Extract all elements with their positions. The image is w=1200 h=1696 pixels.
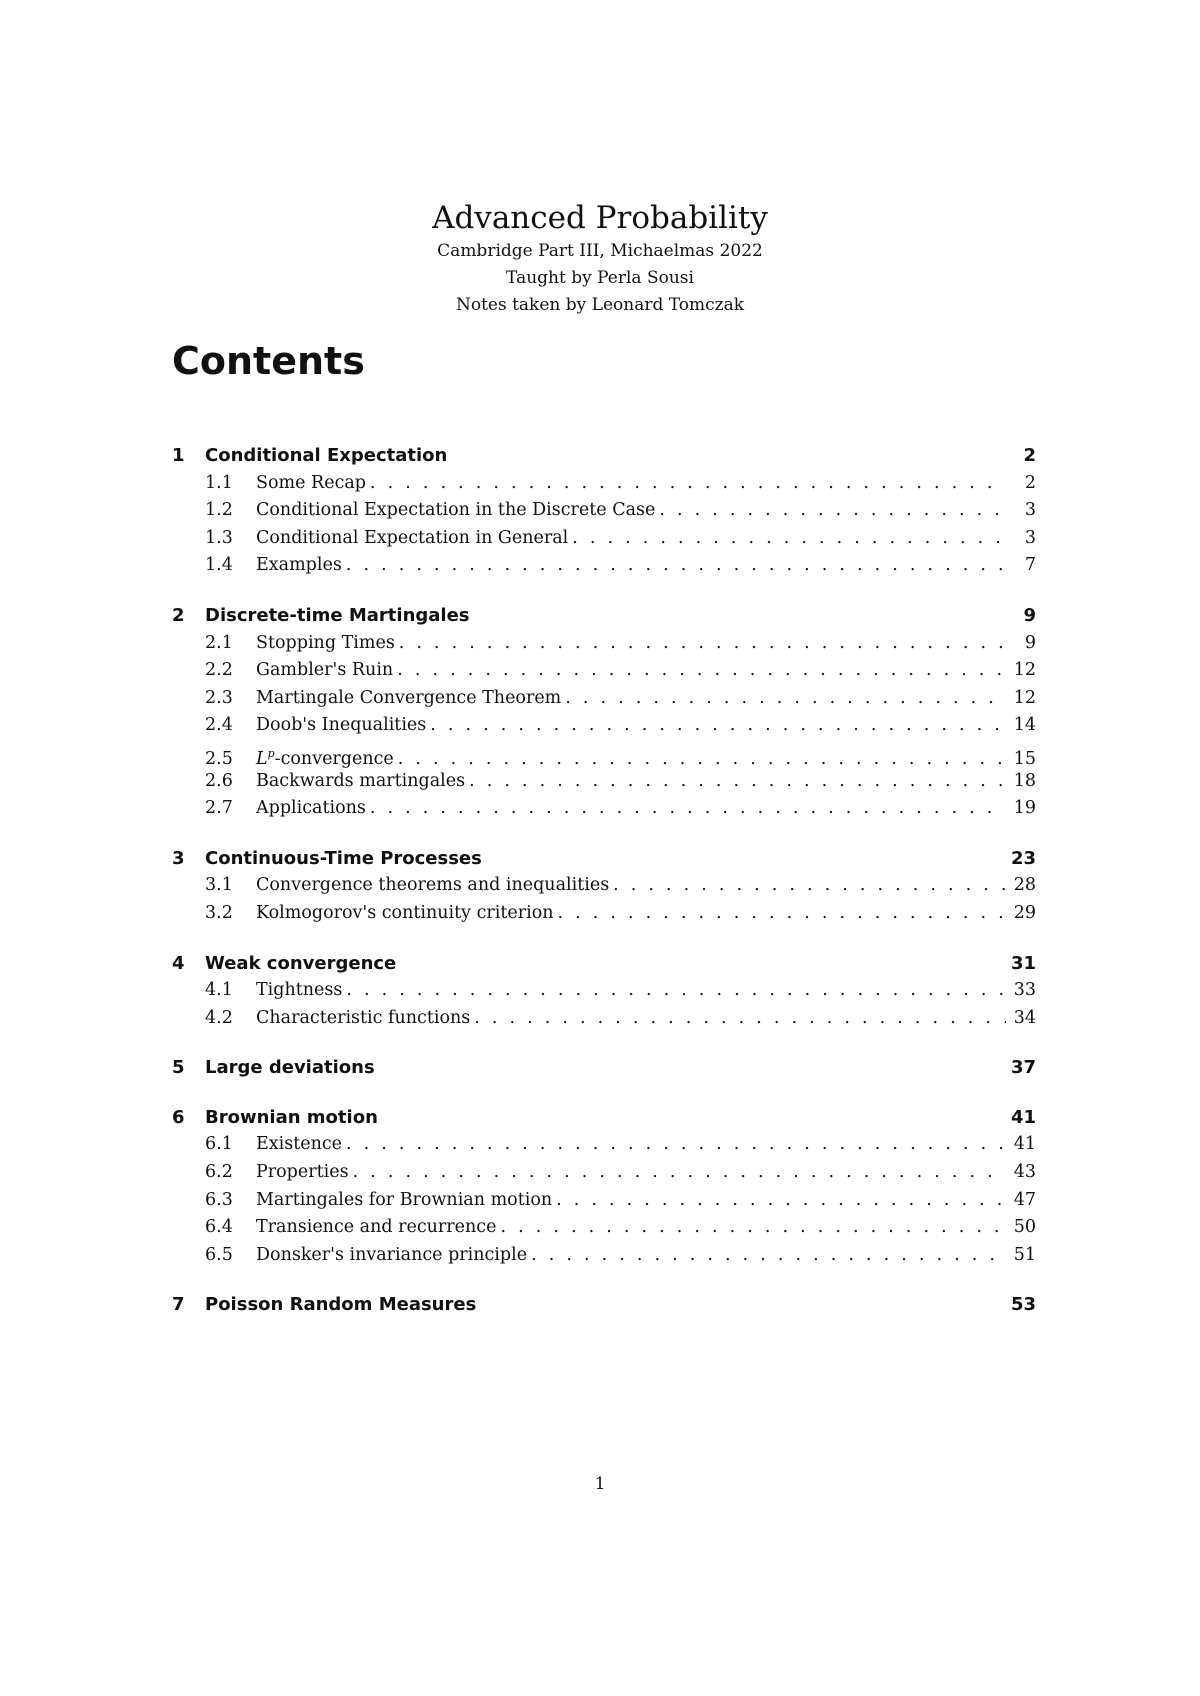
leader-dots — [500, 1214, 1006, 1242]
leader-dots — [430, 712, 1006, 740]
section-title: Tightness — [256, 980, 343, 1001]
chapter-number: 2 — [172, 604, 185, 626]
section-number: 6.1 — [205, 1134, 233, 1155]
leader-dots — [531, 1242, 1006, 1270]
leader-dots — [353, 1159, 1006, 1187]
section-title-text: -convergence — [274, 748, 394, 769]
section-page: 34 — [1013, 1007, 1036, 1028]
chapter-number: 5 — [172, 1057, 185, 1079]
toc-chapter-entry[interactable] — [172, 845, 1036, 873]
toc-chapter-entry[interactable] — [172, 602, 1036, 630]
section-title: Donsker's invariance principle — [256, 1244, 528, 1265]
chapter-page: 53 — [1010, 1294, 1036, 1316]
section-title: Stopping Times — [256, 632, 395, 653]
chapter-title: Brownian motion — [205, 1106, 378, 1128]
toc-section-entry[interactable] — [172, 1214, 1036, 1242]
toc-section-entry[interactable] — [172, 1159, 1036, 1187]
section-page: 12 — [1013, 687, 1036, 708]
section-title: Characteristic functions — [256, 1007, 471, 1028]
section-number: 1.1 — [205, 472, 233, 493]
toc-section-entry[interactable] — [172, 470, 1036, 498]
section-title: Some Recap — [256, 472, 367, 493]
course-line: Cambridge Part III, Michaelmas 2022 — [437, 241, 763, 261]
table-of-contents — [172, 442, 1036, 1341]
section-page: 41 — [1013, 1134, 1036, 1155]
toc-section-entry[interactable] — [172, 685, 1036, 713]
leader-dots — [346, 552, 1006, 580]
section-number: 4.2 — [205, 1007, 233, 1028]
toc-section-entry[interactable] — [172, 712, 1036, 740]
section-number: 3.1 — [205, 875, 233, 896]
leader-dots — [370, 795, 1006, 823]
leader-dots — [399, 630, 1006, 658]
section-page: 47 — [1013, 1189, 1036, 1210]
section-page: 43 — [1013, 1162, 1036, 1183]
section-page: 29 — [1013, 902, 1036, 923]
section-page: 3 — [1024, 527, 1036, 548]
section-number: 1.4 — [205, 555, 233, 576]
toc-section-entry[interactable] — [172, 1131, 1036, 1159]
leader-dots — [346, 977, 1006, 1005]
chapter-page: 23 — [1010, 847, 1036, 869]
section-number: 2.1 — [205, 632, 233, 653]
section-page: 9 — [1024, 632, 1036, 653]
section-page: 19 — [1013, 798, 1036, 819]
section-number: 2.7 — [205, 798, 233, 819]
leader-dots — [469, 768, 1006, 796]
toc-section-entry[interactable] — [172, 872, 1036, 900]
section-page: 50 — [1013, 1217, 1036, 1238]
section-page: 14 — [1013, 715, 1036, 736]
chapter-page: 31 — [1010, 952, 1036, 974]
chapter-number: 7 — [172, 1294, 185, 1316]
section-number: 1.3 — [205, 527, 233, 548]
toc-section-entry[interactable] — [172, 657, 1036, 685]
section-page: 28 — [1013, 875, 1036, 896]
section-title: Transience and recurrence — [256, 1217, 497, 1238]
section-number: 6.5 — [205, 1244, 233, 1265]
section-title: Existence — [256, 1134, 343, 1155]
section-title: Martingales for Brownian motion — [256, 1189, 553, 1210]
section-number: 2.2 — [205, 660, 233, 681]
leader-dots — [572, 525, 1006, 553]
section-number: 4.1 — [205, 980, 233, 1001]
toc-chapter-entry[interactable] — [172, 950, 1036, 978]
section-number: 6.4 — [205, 1217, 233, 1238]
section-title: Applications — [256, 798, 366, 819]
chapter-number: 4 — [172, 952, 185, 974]
section-title: Kolmogorov's continuity criterion — [256, 902, 554, 923]
math-symbol: L — [256, 748, 268, 769]
toc-chapter — [172, 602, 1036, 823]
toc-chapter — [172, 1104, 1036, 1270]
section-title: Martingale Convergence Theorem — [256, 687, 562, 708]
document-title: Advanced Probability — [432, 200, 768, 236]
chapter-number: 6 — [172, 1106, 185, 1128]
toc-section-entry[interactable] — [172, 1242, 1036, 1270]
toc-chapter — [172, 1054, 1036, 1082]
page-number: 1 — [594, 1474, 606, 1494]
section-number: 2.3 — [205, 687, 233, 708]
chapter-number: 1 — [172, 445, 185, 466]
section-title: Conditional Expectation in General — [256, 527, 569, 548]
leader-dots — [370, 470, 1006, 498]
leader-dots — [346, 1131, 1006, 1159]
chapter-title: Large deviations — [205, 1057, 375, 1079]
toc-chapter — [172, 950, 1036, 1033]
chapter-page: 37 — [1010, 1057, 1036, 1079]
section-page: 15 — [1013, 748, 1036, 769]
leader-dots — [474, 1005, 1006, 1033]
toc-chapter — [172, 1291, 1036, 1319]
section-page: 51 — [1013, 1244, 1036, 1265]
section-page: 33 — [1013, 980, 1036, 1001]
section-title: Examples — [256, 555, 342, 576]
chapter-title: Poisson Random Measures — [205, 1294, 477, 1316]
section-number: 3.2 — [205, 902, 233, 923]
toc-chapter-entry[interactable] — [172, 442, 1036, 470]
math-superscript: p — [267, 746, 275, 760]
section-title: Convergence theorems and inequalities — [256, 875, 610, 896]
toc-section-entry[interactable] — [172, 1187, 1036, 1215]
toc-section-entry[interactable] — [172, 740, 1036, 768]
contents-heading: Contents — [172, 339, 365, 383]
section-page: 12 — [1013, 660, 1036, 681]
section-title: Doob's Inequalities — [256, 715, 427, 736]
section-number: 1.2 — [205, 500, 233, 521]
section-title: Properties — [256, 1162, 349, 1183]
leader-dots — [558, 900, 1006, 928]
section-number: 6.2 — [205, 1162, 233, 1183]
leader-dots — [659, 497, 1006, 525]
toc-chapter — [172, 442, 1036, 580]
lecturer-line: Taught by Perla Sousi — [506, 268, 694, 288]
chapter-title: Continuous-Time Processes — [205, 847, 482, 869]
toc-section-entry[interactable] — [172, 525, 1036, 553]
chapter-title: Conditional Expectation — [205, 445, 448, 466]
chapter-number: 3 — [172, 847, 185, 869]
toc-chapter-entry[interactable] — [172, 1104, 1036, 1132]
toc-section-entry[interactable] — [172, 1005, 1036, 1033]
section-number: 6.3 — [205, 1189, 233, 1210]
chapter-page: 9 — [1023, 604, 1036, 626]
chapter-title: Discrete-time Martingales — [205, 604, 470, 626]
toc-section-entry[interactable] — [172, 795, 1036, 823]
toc-chapter — [172, 845, 1036, 928]
section-number: 2.5 — [205, 748, 233, 769]
section-title: Backwards martingales — [256, 770, 466, 791]
leader-dots — [613, 872, 1006, 900]
section-page: 18 — [1013, 770, 1036, 791]
section-title: Gambler's Ruin — [256, 660, 394, 681]
toc-section-entry[interactable] — [172, 768, 1036, 796]
leader-dots — [397, 657, 1006, 685]
toc-section-entry[interactable] — [172, 497, 1036, 525]
chapter-page: 2 — [1023, 445, 1036, 466]
toc-section-entry[interactable] — [172, 552, 1036, 580]
section-page: 7 — [1024, 555, 1036, 576]
chapter-page: 41 — [1010, 1106, 1036, 1128]
title-block — [0, 198, 1200, 319]
toc-chapter-entry[interactable] — [172, 1291, 1036, 1319]
toc-section-entry[interactable] — [172, 630, 1036, 658]
section-title: Conditional Expectation in the Discrete Case — [256, 500, 656, 521]
notes-author-line: Notes taken by Leonard Tomczak — [455, 295, 745, 315]
section-number: 2.6 — [205, 770, 233, 791]
toc-chapter-entry[interactable] — [172, 1054, 1036, 1082]
chapter-title: Weak convergence — [205, 952, 397, 974]
section-page: 2 — [1024, 472, 1036, 493]
toc-section-entry[interactable] — [172, 977, 1036, 1005]
section-number: 2.4 — [205, 715, 233, 736]
leader-dots — [556, 1187, 1006, 1215]
leader-dots — [565, 685, 1006, 713]
section-page: 3 — [1024, 500, 1036, 521]
toc-section-entry[interactable] — [172, 900, 1036, 928]
